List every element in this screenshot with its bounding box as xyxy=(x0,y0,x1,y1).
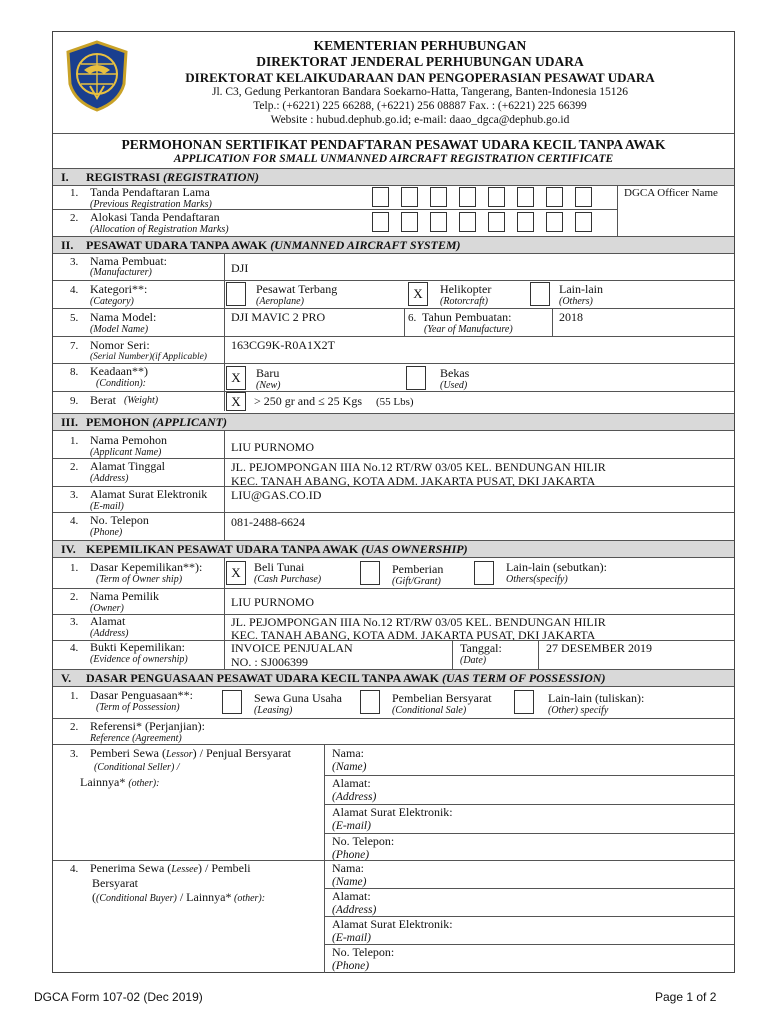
used-sublabel: (Used) xyxy=(440,380,468,391)
owner-name-value[interactable]: LIU PURNOMO xyxy=(231,595,315,609)
row-number: 2. xyxy=(70,721,79,733)
aeroplane-label: Pesawat Terbang xyxy=(256,282,338,296)
divider xyxy=(224,430,225,540)
model-name-value[interactable]: DJI MAVIC 2 PRO xyxy=(231,310,326,324)
form-subtitle: APPLICATION FOR SMALL UNMANNED AIRCRAFT REGISTRATION CERTIFICATE xyxy=(173,153,614,165)
year-sublabel: (Year of Manufacture) xyxy=(424,324,513,335)
lessee-address-sublabel: (Address) xyxy=(332,904,377,916)
lessee-name-sublabel: (Name) xyxy=(332,876,367,888)
section-title-en: (UAS TERM OF POSSESSION) xyxy=(441,671,606,685)
possession-term-sublabel: (Term of Possession) xyxy=(96,702,180,713)
others-label: Lain-lain xyxy=(559,282,603,296)
rotorcraft-sublabel: (Rotorcraft) xyxy=(440,296,488,307)
ownership-term-label: Dasar Kepemilikan**): xyxy=(90,560,203,574)
used-label: Bekas xyxy=(440,366,470,380)
divider xyxy=(552,308,553,336)
header-website: Website : hubud.dephub.go.id; e-mail: daao_dgca@dephub.go.id xyxy=(270,114,570,126)
lessor-other-label: Lainnya* (other): xyxy=(80,775,160,789)
row-number: 3. xyxy=(70,489,79,501)
applicant-email-sublabel: (E-mail) xyxy=(90,501,124,512)
row-number: 3. xyxy=(70,256,79,268)
cash-purchase-label: Beli Tunai xyxy=(254,560,305,574)
reference-sublabel: Reference (Agreement) xyxy=(90,733,182,744)
row-number: 3. xyxy=(70,616,79,628)
ownership-evidence-label: Bukti Kepemilikan: xyxy=(90,640,185,654)
lessor-email-label: Alamat Surat Elektronik: xyxy=(332,805,453,819)
page-number: Page 1 of 2 xyxy=(655,990,717,1004)
lessee-phone-label: No. Telepon: xyxy=(332,945,395,959)
header-directorate: DIREKTORAT KELAIKUDARAAN DAN PENGOPERASIAN PESAWAT UDARA xyxy=(185,70,655,85)
lessee-label: Penerima Sewa (Lessee) / Pembeli xyxy=(90,861,251,875)
applicant-name-value[interactable]: LIU PURNOMO xyxy=(231,440,315,454)
lessor-email-sublabel: (E-mail) xyxy=(332,820,371,832)
section-title-en: (UAS OWNERSHIP) xyxy=(361,542,468,556)
divider xyxy=(53,280,734,281)
lessee-name-label: Nama: xyxy=(332,861,364,875)
officer-name-label: DGCA Officer Name xyxy=(624,187,718,199)
leasing-label: Sewa Guna Usaha xyxy=(254,691,342,705)
applicant-phone-label: No. Telepon xyxy=(90,513,149,527)
owner-address-line2[interactable]: KEC. TANAH ABANG, KOTA ADM. JAKARTA PUSAT, DKI JAKARTA xyxy=(231,628,596,642)
conditional-sale-checkbox[interactable] xyxy=(360,690,380,714)
applicant-phone-value[interactable]: 081-2488-6624 xyxy=(231,515,305,529)
divider xyxy=(53,391,734,392)
gift-sublabel: (Gift/Grant) xyxy=(392,576,441,587)
reference-label: Referensi* (Perjanjian): xyxy=(90,719,205,733)
divider xyxy=(452,640,453,669)
row-number: 2. xyxy=(70,591,79,603)
year-value[interactable]: 2018 xyxy=(559,310,583,324)
other-ownership-checkbox[interactable] xyxy=(474,561,494,585)
owner-address-label: Alamat xyxy=(90,614,126,628)
weight-sublabel: (Weight) xyxy=(124,395,159,406)
applicant-email-value[interactable]: LIU@GAS.CO.ID xyxy=(231,488,322,502)
ownership-evidence-line1[interactable]: INVOICE PENJUALAN xyxy=(231,641,353,655)
header-phone: Telp.: (+6221) 225 66288, (+6221) 256 08887 Fax. : (+6221) 225 66399 xyxy=(253,100,587,112)
lessee-address-label: Alamat: xyxy=(332,889,371,903)
row-number: 6. xyxy=(408,312,417,324)
section-possession-header xyxy=(53,669,734,687)
applicant-address-sublabel: (Address) xyxy=(90,473,129,484)
manufacturer-sublabel: (Manufacturer) xyxy=(90,267,152,278)
conditional-sale-sublabel: (Conditional Sale) xyxy=(392,705,467,716)
aeroplane-checkbox[interactable] xyxy=(226,282,246,306)
section-applicant-header xyxy=(53,413,734,431)
section-title: KEPEMILIKAN PESAWAT UDARA TANPA AWAK xyxy=(86,542,359,556)
divider xyxy=(538,640,539,669)
allocation-registration-sublabel: (Allocation of Registration Marks) xyxy=(90,224,229,235)
new-sublabel: (New) xyxy=(256,380,281,391)
weight-value[interactable]: > 250 gr and ≤ 25 Kgs xyxy=(254,394,363,408)
applicant-address-line2[interactable]: KEC. TANAH ABANG, KOTA ADM. JAKARTA PUSAT, DKI JAKARTA xyxy=(231,474,596,488)
row-number: 8. xyxy=(70,366,79,378)
lessor-address-label: Alamat: xyxy=(332,776,371,790)
lessor-name-sublabel: (Name) xyxy=(332,761,367,773)
leasing-sublabel: (Leasing) xyxy=(254,705,293,716)
section-title: DASAR PENGUASAAN PESAWAT UDARA KECIL TANPA AWAK xyxy=(86,671,439,685)
header-ministry: KEMENTERIAN PERHUBUNGAN xyxy=(313,38,527,53)
section-number: III. xyxy=(61,415,79,429)
other-ownership-sublabel: Others(specify) xyxy=(506,574,568,585)
lessee-phone-sublabel: (Phone) xyxy=(332,960,370,972)
possession-term-label: Dasar Penguasaan**: xyxy=(90,688,193,702)
condition-label: Keadaan**) xyxy=(90,364,148,378)
allocation-registration-label: Alokasi Tanda Pendaftaran xyxy=(90,210,220,224)
other-ownership-label: Lain-lain (sebutkan): xyxy=(506,560,607,574)
row-number: 3. xyxy=(70,748,79,760)
category-label: Kategori**: xyxy=(90,282,148,296)
ownership-term-sublabel: (Term of Owner ship) xyxy=(96,574,183,585)
other-possession-label: Lain-lain (tuliskan): xyxy=(548,691,645,705)
lessor-sublabel: (Conditional Seller) / xyxy=(94,762,180,773)
divider xyxy=(224,253,225,411)
serial-number-label: Nomor Seri: xyxy=(90,338,150,352)
rotorcraft-checkbox[interactable]: X xyxy=(408,282,428,306)
row-number: 4. xyxy=(70,284,79,296)
conditional-sale-label: Pembelian Bersyarat xyxy=(392,691,492,705)
cash-purchase-checkbox[interactable]: X xyxy=(226,561,246,585)
applicant-email-label: Alamat Surat Elektronik xyxy=(90,487,208,501)
applicant-address-line1[interactable]: JL. PEJOMPONGAN IIIA No.12 RT/RW 03/05 KEL. BENDUNGAN HILIR xyxy=(231,460,606,474)
lessor-phone-sublabel: (Phone) xyxy=(332,849,370,861)
applicant-name-label: Nama Pemohon xyxy=(90,433,167,447)
row-number: 2. xyxy=(70,212,79,224)
divider xyxy=(224,557,225,669)
divider xyxy=(324,888,734,889)
year-label: Tahun Pembuatan: xyxy=(422,310,512,324)
new-checkbox[interactable]: X xyxy=(226,366,246,390)
weight-label: Berat xyxy=(90,393,116,407)
section-registration-header xyxy=(53,168,734,186)
row-number: 1. xyxy=(70,435,79,447)
other-possession-checkbox[interactable] xyxy=(514,690,534,714)
others-checkbox[interactable] xyxy=(530,282,550,306)
lessor-address-sublabel: (Address) xyxy=(332,791,377,803)
others-sublabel: (Others) xyxy=(559,296,593,307)
previous-registration-sublabel: (Previous Registration Marks) xyxy=(90,199,212,210)
used-checkbox[interactable] xyxy=(406,366,426,390)
divider xyxy=(53,744,734,745)
section-number: I. xyxy=(61,170,69,184)
gift-label: Pemberian xyxy=(392,562,444,576)
divider xyxy=(53,133,734,134)
divider xyxy=(617,185,618,236)
ownership-date-label: Tanggal: xyxy=(460,641,502,655)
owner-address-sublabel: (Address) xyxy=(90,628,129,639)
row-number: 9. xyxy=(70,395,79,407)
divider xyxy=(53,308,734,309)
divider xyxy=(53,363,734,364)
aeroplane-sublabel: (Aeroplane) xyxy=(256,296,304,307)
ministry-emblem-icon xyxy=(64,40,130,112)
section-title: PESAWAT UDARA TANPA AWAK xyxy=(86,238,268,252)
weight-unit: (55 Lbs) xyxy=(376,396,414,408)
model-name-sublabel: (Model Name) xyxy=(90,324,149,335)
divider xyxy=(324,775,734,776)
lessee-other-label: ((Conditional Buyer) / Lainnya* (other): xyxy=(92,890,266,904)
section-ownership-header xyxy=(53,540,734,558)
row-number: 4. xyxy=(70,515,79,527)
section-number: V. xyxy=(61,671,72,685)
header-address: Jl. C3, Gedung Perkantoran Bandara Soekarno-Hatta, Tangerang, Banten-Indonesia 15126 xyxy=(211,86,629,98)
model-name-label: Nama Model: xyxy=(90,310,157,324)
leasing-checkbox[interactable] xyxy=(222,690,242,714)
divider xyxy=(53,512,734,513)
section-number: IV. xyxy=(61,542,76,556)
row-number: 5. xyxy=(70,312,79,324)
section-title-en: (UNMANNED AIRCRAFT SYSTEM) xyxy=(270,238,461,252)
header-directorate-general: DIREKTORAT JENDERAL PERHUBUNGAN UDARA xyxy=(256,54,584,69)
row-number: 7. xyxy=(70,340,79,352)
category-sublabel: (Category) xyxy=(90,296,134,307)
section-number: II. xyxy=(61,238,74,252)
previous-registration-label: Tanda Pendaftaran Lama xyxy=(90,185,210,199)
ownership-evidence-sublabel: (Evidence of ownership) xyxy=(90,654,188,665)
serial-number-sublabel: (Serial Number)(if Applicable) xyxy=(90,352,207,362)
other-possession-sublabel: (Other) specify xyxy=(548,705,609,716)
lessee-email-label: Alamat Surat Elektronik: xyxy=(332,917,453,931)
manufacturer-value[interactable]: DJI xyxy=(231,261,249,275)
lessor-label: Pemberi Sewa (Lessor) / Penjual Bersyarat xyxy=(90,746,291,760)
section-title: PEMOHON xyxy=(86,415,150,429)
divider xyxy=(404,308,405,336)
section-aircraft-header xyxy=(53,236,734,254)
section-title-en: (REGISTRATION) xyxy=(163,170,260,184)
weight-checkbox[interactable]: X xyxy=(226,392,246,411)
row-number: 4. xyxy=(70,642,79,654)
section-title-en: (APPLICANT) xyxy=(152,415,227,429)
form-title: PERMOHONAN SERTIFIKAT PENDAFTARAN PESAWAT UDARA KECIL TANPA AWAK xyxy=(121,137,666,152)
applicant-name-sublabel: (Applicant Name) xyxy=(90,447,162,458)
lessee-label-line2: Bersyarat xyxy=(92,876,138,890)
lessor-name-label: Nama: xyxy=(332,746,364,760)
divider xyxy=(53,336,734,337)
serial-number-value[interactable]: 163CG9K-R0A1X2T xyxy=(231,338,335,352)
gift-checkbox[interactable] xyxy=(360,561,380,585)
row-number: 2. xyxy=(70,461,79,473)
new-label: Baru xyxy=(256,366,280,380)
row-number: 1. xyxy=(70,562,79,574)
applicant-address-label: Alamat Tinggal xyxy=(90,459,166,473)
row-number: 4. xyxy=(70,863,79,875)
row-number: 1. xyxy=(70,187,79,199)
owner-name-sublabel: (Owner) xyxy=(90,603,124,614)
applicant-phone-sublabel: (Phone) xyxy=(90,527,123,538)
rotorcraft-label: Helikopter xyxy=(440,282,492,296)
manufacturer-label: Nama Pembuat: xyxy=(90,254,167,268)
ownership-evidence-line2[interactable]: NO. : SJ006399 xyxy=(231,655,309,669)
owner-name-label: Nama Pemilik xyxy=(90,589,159,603)
cash-purchase-sublabel: (Cash Purchase) xyxy=(254,574,322,585)
ownership-date-value[interactable]: 27 DESEMBER 2019 xyxy=(546,641,653,655)
section-title: REGISTRASI xyxy=(86,170,161,184)
ownership-date-sublabel: (Date) xyxy=(460,655,487,666)
form-number: DGCA Form 107-02 (Dec 2019) xyxy=(34,990,203,1004)
lessor-phone-label: No. Telepon: xyxy=(332,834,395,848)
lessee-email-sublabel: (E-mail) xyxy=(332,932,371,944)
condition-sublabel: (Condition): xyxy=(96,378,146,389)
owner-address-line1[interactable]: JL. PEJOMPONGAN IIIA No.12 RT/RW 03/05 KEL. BENDUNGAN HILIR xyxy=(231,615,606,629)
row-number: 1. xyxy=(70,690,79,702)
divider xyxy=(324,744,325,973)
